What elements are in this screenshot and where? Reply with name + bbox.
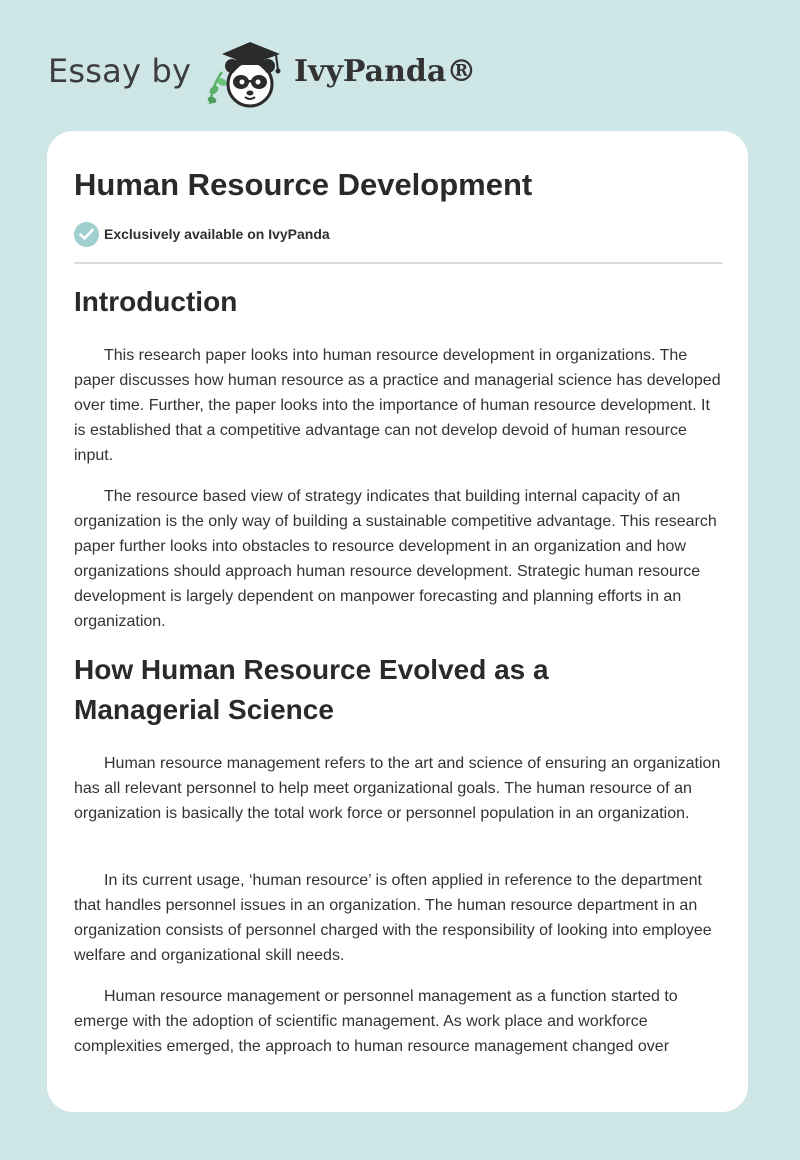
section-heading-evolution: How Human Resource Evolved as a Managerial Science xyxy=(74,654,549,725)
brand-header xyxy=(48,28,508,118)
badge-label: Exclusively available on IvyPanda xyxy=(104,226,330,242)
page-title: Human Resource Development xyxy=(74,167,533,202)
paragraph: Human resource management or personnel management as a function started to emerge with the adoption of scientific management. As work place and workforce complexities emerged, the approach to human resource management changed over xyxy=(74,988,678,1055)
brand-name: IvyPanda® xyxy=(294,54,477,89)
section-heading-introduction: Introduction xyxy=(74,286,238,317)
essay-card xyxy=(47,131,748,1112)
divider xyxy=(74,262,723,264)
exclusive-badge xyxy=(74,221,330,247)
paragraph: This research paper looks into human resource development in organizations. The paper discusses how human resource as a practice and managerial science has developed over time. Further, the paper looks into the importance of human resource development. It is established that a competitive advantage can not develop devoid of human resource input. xyxy=(74,347,721,464)
brand-prefix: Essay by xyxy=(48,52,192,90)
paragraph: Human resource management refers to the art and science of ensuring an organization has all relevant personnel to help meet organizational goals. The human resource of an organization is basically the total work force or personnel population in an organization. xyxy=(74,755,721,822)
paragraph: The resource based view of strategy indicates that building internal capacity of an organization is the only way of building a sustainable competitive advantage. This research paper further looks into obstacles to resource development in an organization and how organizations should approach human resource development. Strategic human resource development is largely dependent on manpower forecasting and planning efforts in an organization. xyxy=(74,488,717,630)
panda-logo-icon xyxy=(202,34,292,110)
check-icon xyxy=(74,222,99,247)
paragraph: In its current usage, ‘human resource’ is often applied in reference to the department that handles personnel issues in an organization. The human resource department in an organization consists of personnel charged with the responsibility of looking into employee welfare and organizational skill needs. xyxy=(74,872,712,964)
